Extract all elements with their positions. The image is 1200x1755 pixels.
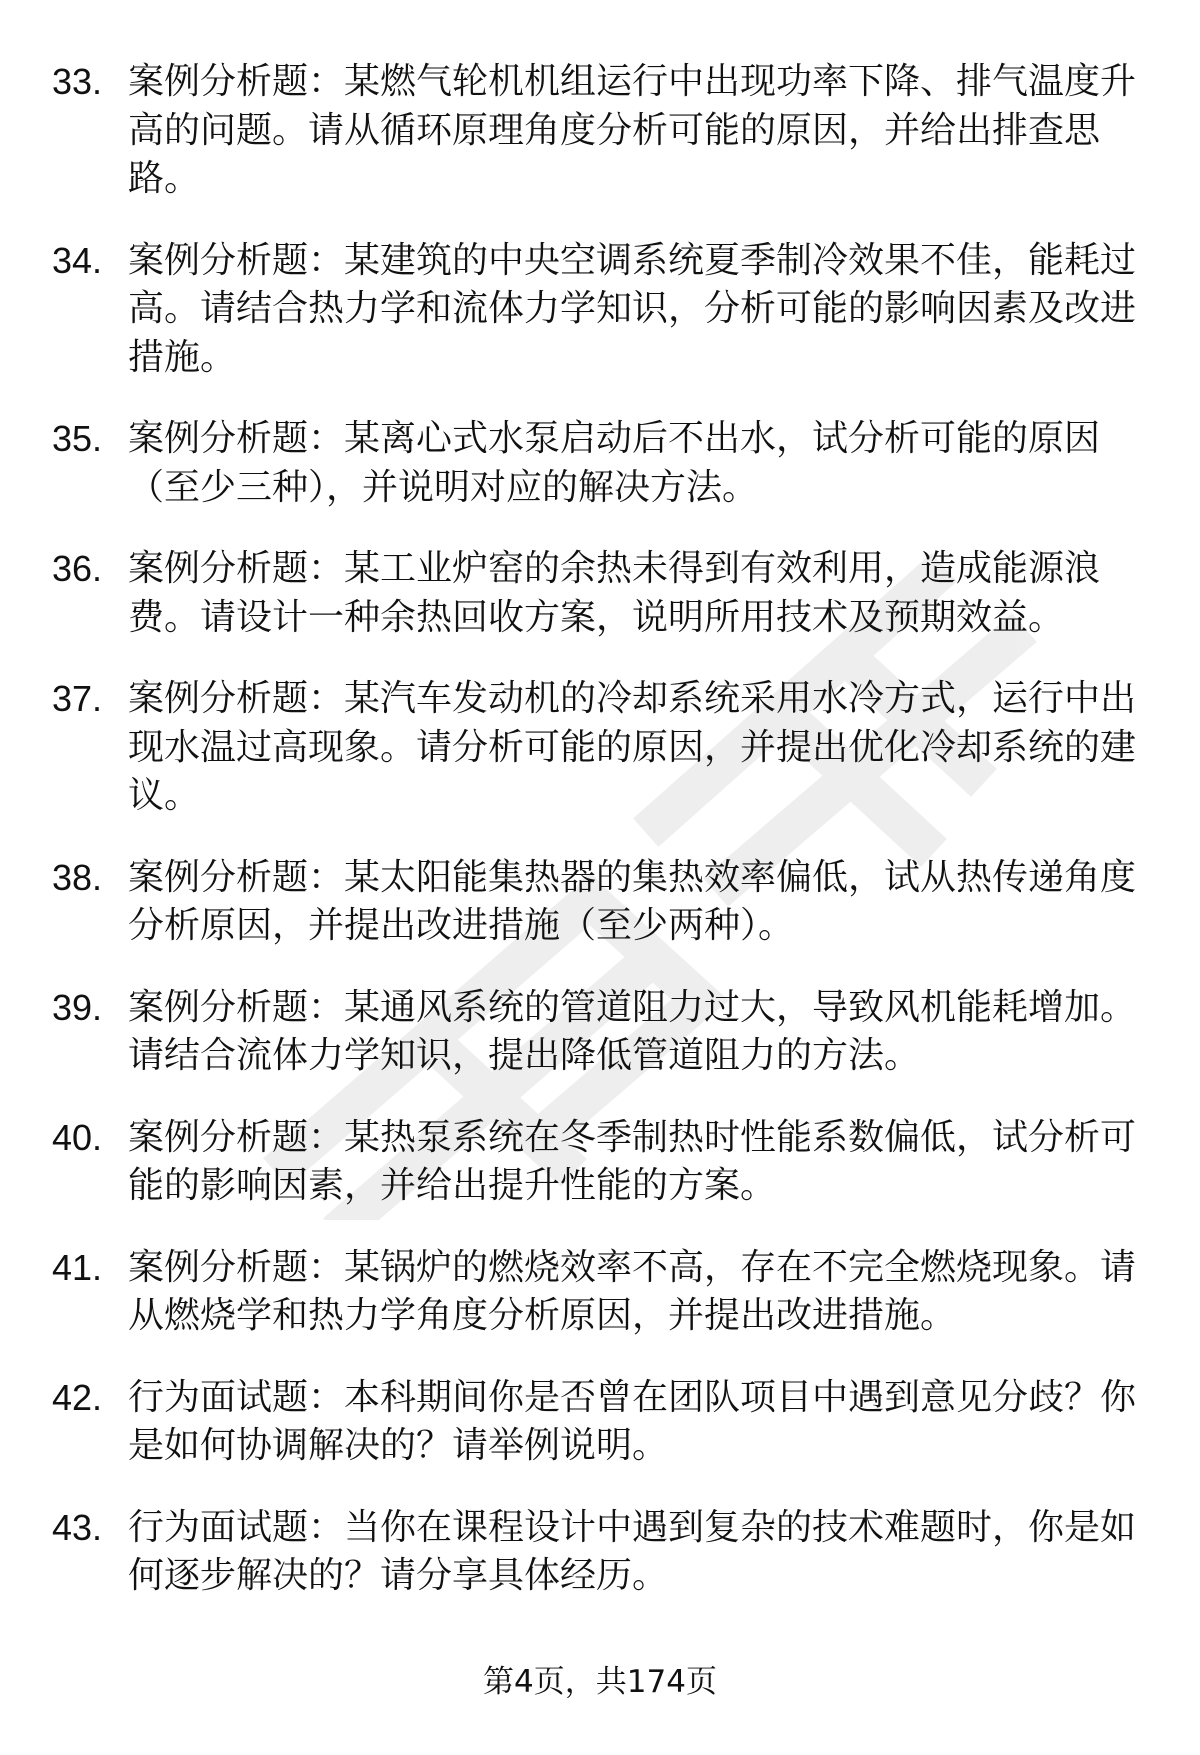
list-item [0, 1114, 1200, 1211]
question-text: 案例分析题：某通风系统的管道阻力过大，导致风机能耗增加。请结合流体力学知识，提出降低管道阻力的方法。 [128, 986, 1137, 1076]
list-item [0, 1244, 1200, 1341]
question-number: 33. [52, 61, 103, 102]
question-text: 案例分析题：某汽车发动机的冷却系统采用水冷方式，运行中出现水温过高现象。请分析可能的原因，并提出优化冷却系统的建议。 [128, 678, 1137, 816]
question-number: 40. [52, 1116, 103, 1158]
question-text: 行为面试题：当你在课程设计中遇到复杂的技术难题时，你是如何逐步解决的？请分享具体经历。 [128, 1506, 1137, 1596]
list-item [0, 984, 1200, 1081]
list-item [0, 854, 1200, 951]
list-item [0, 545, 1200, 642]
list-item [0, 237, 1200, 383]
question-text: 案例分析题：某建筑的中央空调系统夏季制冷效果不佳，能耗过高。请结合热力学和流体力学知识，分析可能的影响因素及改进措施。 [128, 239, 1137, 378]
question-number: 39. [52, 986, 103, 1028]
question-text: 案例分析题：某工业炉窑的余热未得到有效利用，造成能源浪费。请设计一种余热回收方案，说明所用技术及预期效益。 [128, 548, 1101, 638]
question-number: 34. [52, 239, 103, 281]
list-item [0, 675, 1200, 821]
question-text: 案例分析题：某热泵系统在冬季制热时性能系数偏低，试分析可能的影响因素，并给出提升性能的方案。 [128, 1116, 1137, 1206]
question-text: 案例分析题：某锅炉的燃烧效率不高，存在不完全燃烧现象。请从燃烧学和热力学角度分析原因，并提出改进措施。 [128, 1246, 1137, 1336]
question-text: 案例分析题：某太阳能集热器的集热效率偏低，试从热传递角度分析原因，并提出改进措施（至少两种）。 [128, 856, 1137, 946]
question-number: 43. [52, 1506, 103, 1548]
question-number: 38. [52, 856, 103, 898]
question-number: 35. [52, 418, 103, 459]
question-list [0, 58, 1200, 1634]
question-number: 42. [52, 1376, 103, 1418]
question-number: 41. [52, 1246, 103, 1288]
question-text: 行为面试题：本科期间你是否曾在团队项目中遇到意见分歧？你是如何协调解决的？请举例说明。 [128, 1376, 1137, 1466]
question-text: 案例分析题：某离心式水泵启动后不出水，试分析可能的原因（至少三种），并说明对应的解决方法。 [128, 418, 1101, 508]
question-number: 37. [52, 678, 103, 719]
list-item [0, 415, 1200, 512]
question-text: 案例分析题：某燃气轮机机组运行中出现功率下降、排气温度升高的问题。请从循环原理角度分析可能的原因，并给出排查思路。 [128, 61, 1137, 199]
page-footer: 第4页，共174页 [483, 1664, 717, 1700]
list-item [0, 1504, 1200, 1601]
question-number: 36. [52, 548, 103, 589]
list-item [0, 58, 1200, 204]
list-item [0, 1374, 1200, 1471]
